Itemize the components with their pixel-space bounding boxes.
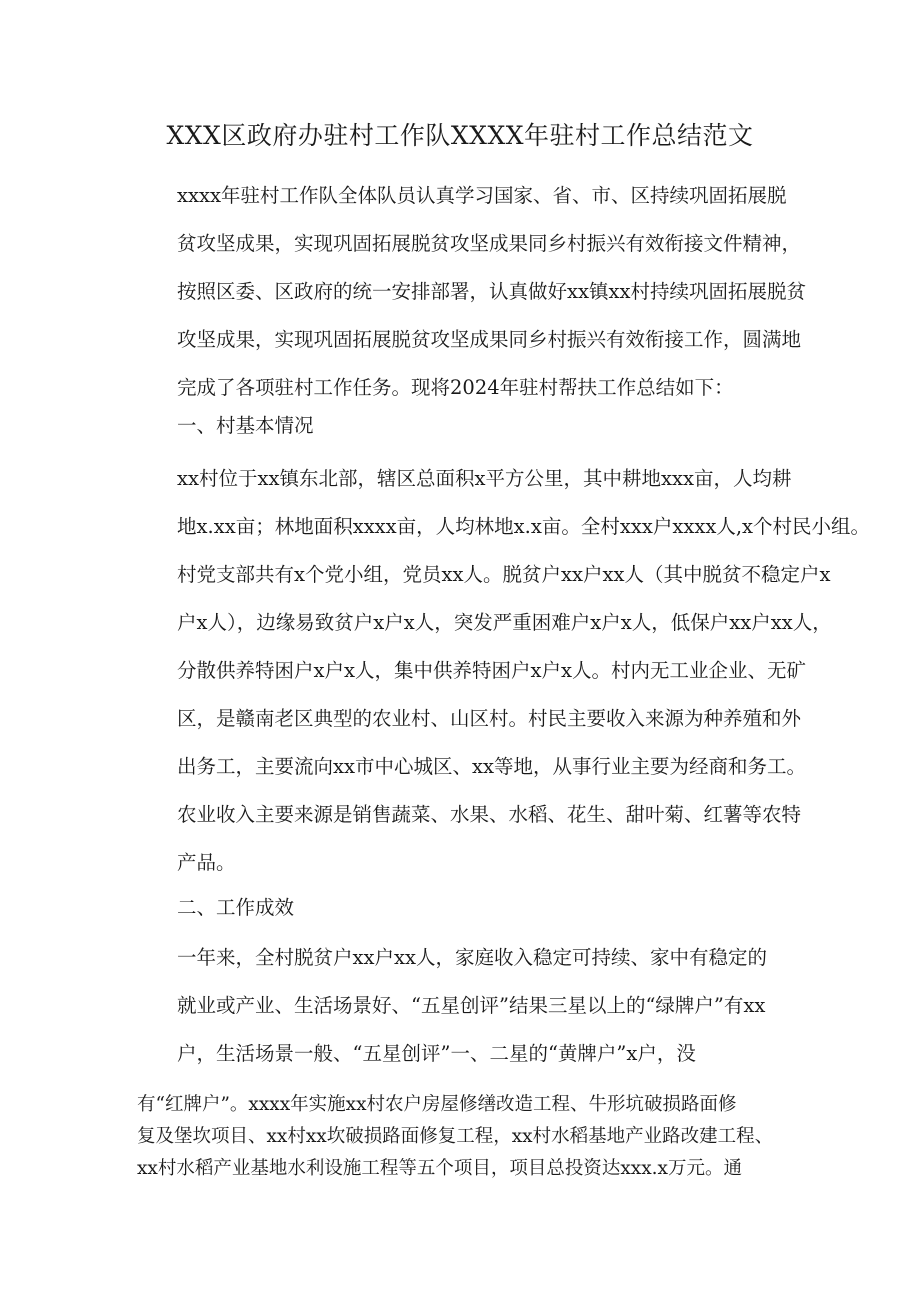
intro-line: 贫攻坚成果，实现巩固拓展脱贫攻坚成果同乡村振兴有效衔接文件精神， [177, 232, 802, 255]
basic-info-paragraph [137, 455, 871, 887]
section-heading-achievements: 二、工作成效 [177, 896, 295, 919]
achievements-line: 就业或产业、生活场景好、“五星创评”结果三星以上的“绿牌户”有xx [177, 994, 766, 1017]
section-heading-basic-info: 一、村基本情况 [177, 414, 314, 437]
basic-info-line: xx村位于xx镇东北部，辖区总面积x平方公里，其中耕地xxx亩，人均耕 [177, 467, 792, 490]
basic-info-line: 户x人），边缘易致贫户x户x人，突发严重困难户x户x人，低保户xx户xx人， [177, 611, 832, 634]
intro-line: 按照区委、区政府的统一安排部署，认真做好xx镇xx村持续巩固拓展脱贫 [177, 280, 806, 303]
achievements-cont-line: 复及堡坎项目、xx村xx坎破损路面修复工程，xx村水稻基地产业路改建工程、 [137, 1126, 774, 1147]
achievements-cont-line: 有“红牌户”。xxxx年实施xx村农户房屋修缮改造工程、牛形坑破损路面修 [137, 1094, 737, 1115]
achievements-cont-line: xx村水稻产业基地水利设施工程等五个项目，项目总投资达xxx.x万元。通 [137, 1158, 742, 1179]
intro-paragraph [137, 172, 806, 412]
achievements-line: 户，生活场景一般、“五星创评”一、二星的“黄牌户”x户，没 [177, 1042, 696, 1065]
achievements-line: 一年来，全村脱贫户xx户xx人，家庭收入稳定可持续、家中有稳定的 [177, 946, 767, 969]
basic-info-line: 村党支部共有x个党小组，党员xx人。脱贫户xx户xx人（其中脱贫不稳定户x [177, 563, 831, 586]
intro-line: 完成了各项驻村工作任务。现将2024年驻村帮扶工作总结如下： [177, 376, 734, 399]
basic-info-line: 分散供养特困户x户x人，集中供养特困户x户x人。村内无工业企业、无矿 [177, 659, 806, 682]
intro-line: 攻坚成果，实现巩固拓展脱贫攻坚成果同乡村振兴有效衔接工作，圆满地 [177, 328, 802, 351]
basic-info-line: 地x.xx亩；林地面积xxxx亩，人均林地x.x亩。全村xxx户xxxx人,x个村民小组。 [177, 515, 871, 538]
intro-line: xxxx年驻村工作队全体队员认真学习国家、省、市、区持续巩固拓展脱 [177, 184, 787, 207]
basic-info-line: 出务工，主要流向xx市中心城区、xx等地，从事行业主要为经商和务工。 [177, 755, 806, 778]
achievements-continuation [137, 1089, 787, 1185]
document-title: XXX区政府办驻村工作队XXXX年驻村工作总结范文 [166, 121, 754, 150]
basic-info-line: 农业收入主要来源是销售蔬菜、水果、水稻、花生、甜叶菊、红薯等农特 [177, 803, 802, 826]
basic-info-line: 区，是赣南老区典型的农业村、山区村。村民主要收入来源为种养殖和外 [177, 707, 802, 730]
achievements-paragraph [137, 934, 787, 1078]
basic-info-line: 产品。 [177, 851, 236, 874]
